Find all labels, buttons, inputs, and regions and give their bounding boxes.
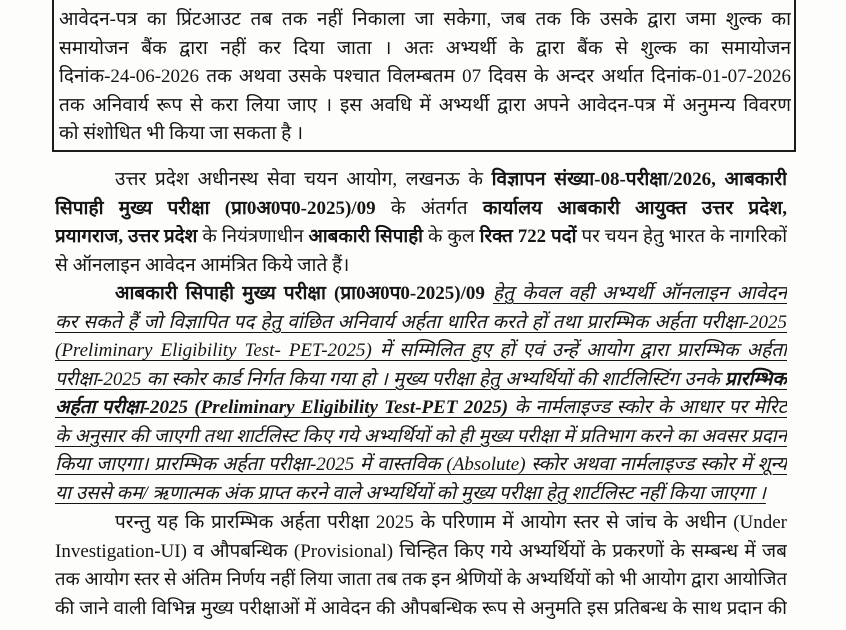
underlined-italic-text: किया जाएगा। प्रारम्भिक अर्हता परीक्षा-2025 में वास्तविक (Absolute) स्कोर अथवा नार्मलाइज्ड स्कोर में शून्य xyxy=(55,454,787,475)
para-line xyxy=(55,480,787,509)
para-line xyxy=(55,394,787,423)
para-line: की जाने वाली विभिन्न मुख्य परीक्षाओं में आवेदन की औपबन्धिक रूप से अनुमति इस प्रतिबन्ध के साथ प्रदान की xyxy=(55,597,787,619)
para-line xyxy=(55,366,787,395)
underlined-italic-text: या उससे कम/ ऋणात्मक अंक प्राप्त करने वाले अभ्यर्थियों को मुख्य परीक्षा हेतु शार्टलिस्ट नहीं किया जाएगा । xyxy=(55,482,766,504)
underlined-italic-text: के नार्मलाइज्ड स्कोर के आधार पर मेरिट xyxy=(514,397,787,418)
notice-line: तक अनिवार्य रूप से करा लिया जाए । इस अवधि में अभ्यर्थी द्वारा अपने आवेदन-पत्र में अनुमन्य विवरण xyxy=(59,94,791,116)
bold-text: रिक्त 722 पदों xyxy=(479,226,577,247)
document-body xyxy=(55,166,787,623)
plain-text: उत्तर प्रदेश अधीनस्थ सेवा चयन आयोग, लखनऊ के xyxy=(115,169,483,190)
eligibility-paragraph xyxy=(55,280,787,508)
para-line xyxy=(55,451,787,480)
para-line xyxy=(55,223,787,252)
underlined-italic-text: के अनुसार की जाएगी तथा शार्टलिस्ट किए गये अभ्यर्थियों को ही मुख्य परीक्षा में प्रतिभाग करने का अवसर प्रदान xyxy=(55,425,787,447)
bold-text: आबकारी सिपाही मुख्य परीक्षा (प्रा0अ0प0-2025)/09 xyxy=(115,283,485,304)
para-line xyxy=(55,195,787,224)
bold-text: आबकारी सिपाही xyxy=(308,226,424,247)
bold-text: प्रारम्भिक xyxy=(724,368,787,390)
para-line xyxy=(55,337,787,366)
underlined-italic-segment xyxy=(55,397,787,418)
bold-text: विज्ञापन संख्या-08-परीक्षा/2026, आबकारी xyxy=(491,169,787,190)
para-line: परन्तु यह कि प्रारम्भिक अर्हता परीक्षा 2025 के परिणाम में आयोग स्तर से जांच के अधीन (Under xyxy=(115,512,787,533)
para-line xyxy=(55,309,787,338)
para-line xyxy=(55,252,787,281)
para-line xyxy=(55,423,787,452)
plain-text: के कुल xyxy=(428,226,475,247)
notice-box xyxy=(52,0,796,152)
plain-text: पर चयन हेतु भारत के नागरिकों xyxy=(581,226,787,247)
plain-text: से ऑनलाइन आवेदन आमंत्रित किये जाते हैं। xyxy=(55,254,350,276)
para-line xyxy=(55,280,787,309)
proviso-paragraph xyxy=(55,509,787,623)
notice-line: दिनांक-24-06-2026 तक अथवा उसके पश्चात विलम्बतम 07 दिवस के अन्दर अर्थात दिनांक-01-07-2026 xyxy=(59,66,791,87)
plain-text: के अंतर्गत xyxy=(390,197,468,219)
underlined-italic-text: (Preliminary Eligibility Test- PET-2025) में सम्मिलित हुए हों एवं उन्हें आयोग द्वारा प्रारम्भिक अर्हता xyxy=(55,340,787,361)
para-line xyxy=(55,166,787,195)
notice-line: आवेदन-पत्र का प्रिंटआउट तब तक नहीं निकाला जा सकेगा, जब तक कि उसके द्वारा जमा शुल्क का xyxy=(59,9,791,30)
underlined-italic-text: परीक्षा-2025 का स्कोर कार्ड निर्गत किया गया हो । मुख्य परीक्षा हेतु अभ्यर्थियों की शार्टलिस्टिंग उनके xyxy=(55,368,720,390)
underlined-italic-text: हेतु केवल वही अभ्यर्थी ऑनलाइन आवेदन xyxy=(492,283,787,304)
underlined-italic-segment xyxy=(55,369,787,390)
bold-text: कार्यालय आबकारी आयुक्त उत्तर प्रदेश, xyxy=(482,197,787,219)
para-line: तक आयोग स्तर से अंतिम निर्णय नहीं लिया जाता तब तक इन श्रेणियों के अभ्यर्थियों को भी आयोग द्वारा आयोजित xyxy=(55,570,787,590)
plain-text: के नियंत्रणाधीन xyxy=(202,226,304,247)
bold-text: प्रयागराज, उत्तर प्रदेश xyxy=(55,226,198,247)
advertisement-paragraph xyxy=(55,166,787,280)
bold-text: अर्हता परीक्षा-2025 (Preliminary Eligibility Test-PET 2025) xyxy=(55,397,509,418)
underlined-italic-text: कर सकते हैं जो विज्ञापित पद हेतु वांछित अनिवार्य अर्हता धारित करते हों तथा प्रारम्भिक अर्हता परीक्षा-2025 xyxy=(55,311,787,333)
notice-line: समायोजन बैंक द्वारा नहीं कर दिया जाता । अतः अभ्यर्थी के द्वारा बैंक से शुल्क का समायोजन xyxy=(59,37,791,59)
bold-text: सिपाही मुख्य परीक्षा (प्रा0अ0प0-2025)/09 xyxy=(55,197,376,219)
para-line: Investigation-UI) व औपबन्धिक (Provisional) चिन्हित किए गये अभ्यर्थियों के प्रकरणों के सम्बन्ध में जब xyxy=(55,540,787,562)
notice-line: को संशोधित भी किया जा सकता है । xyxy=(59,123,304,144)
